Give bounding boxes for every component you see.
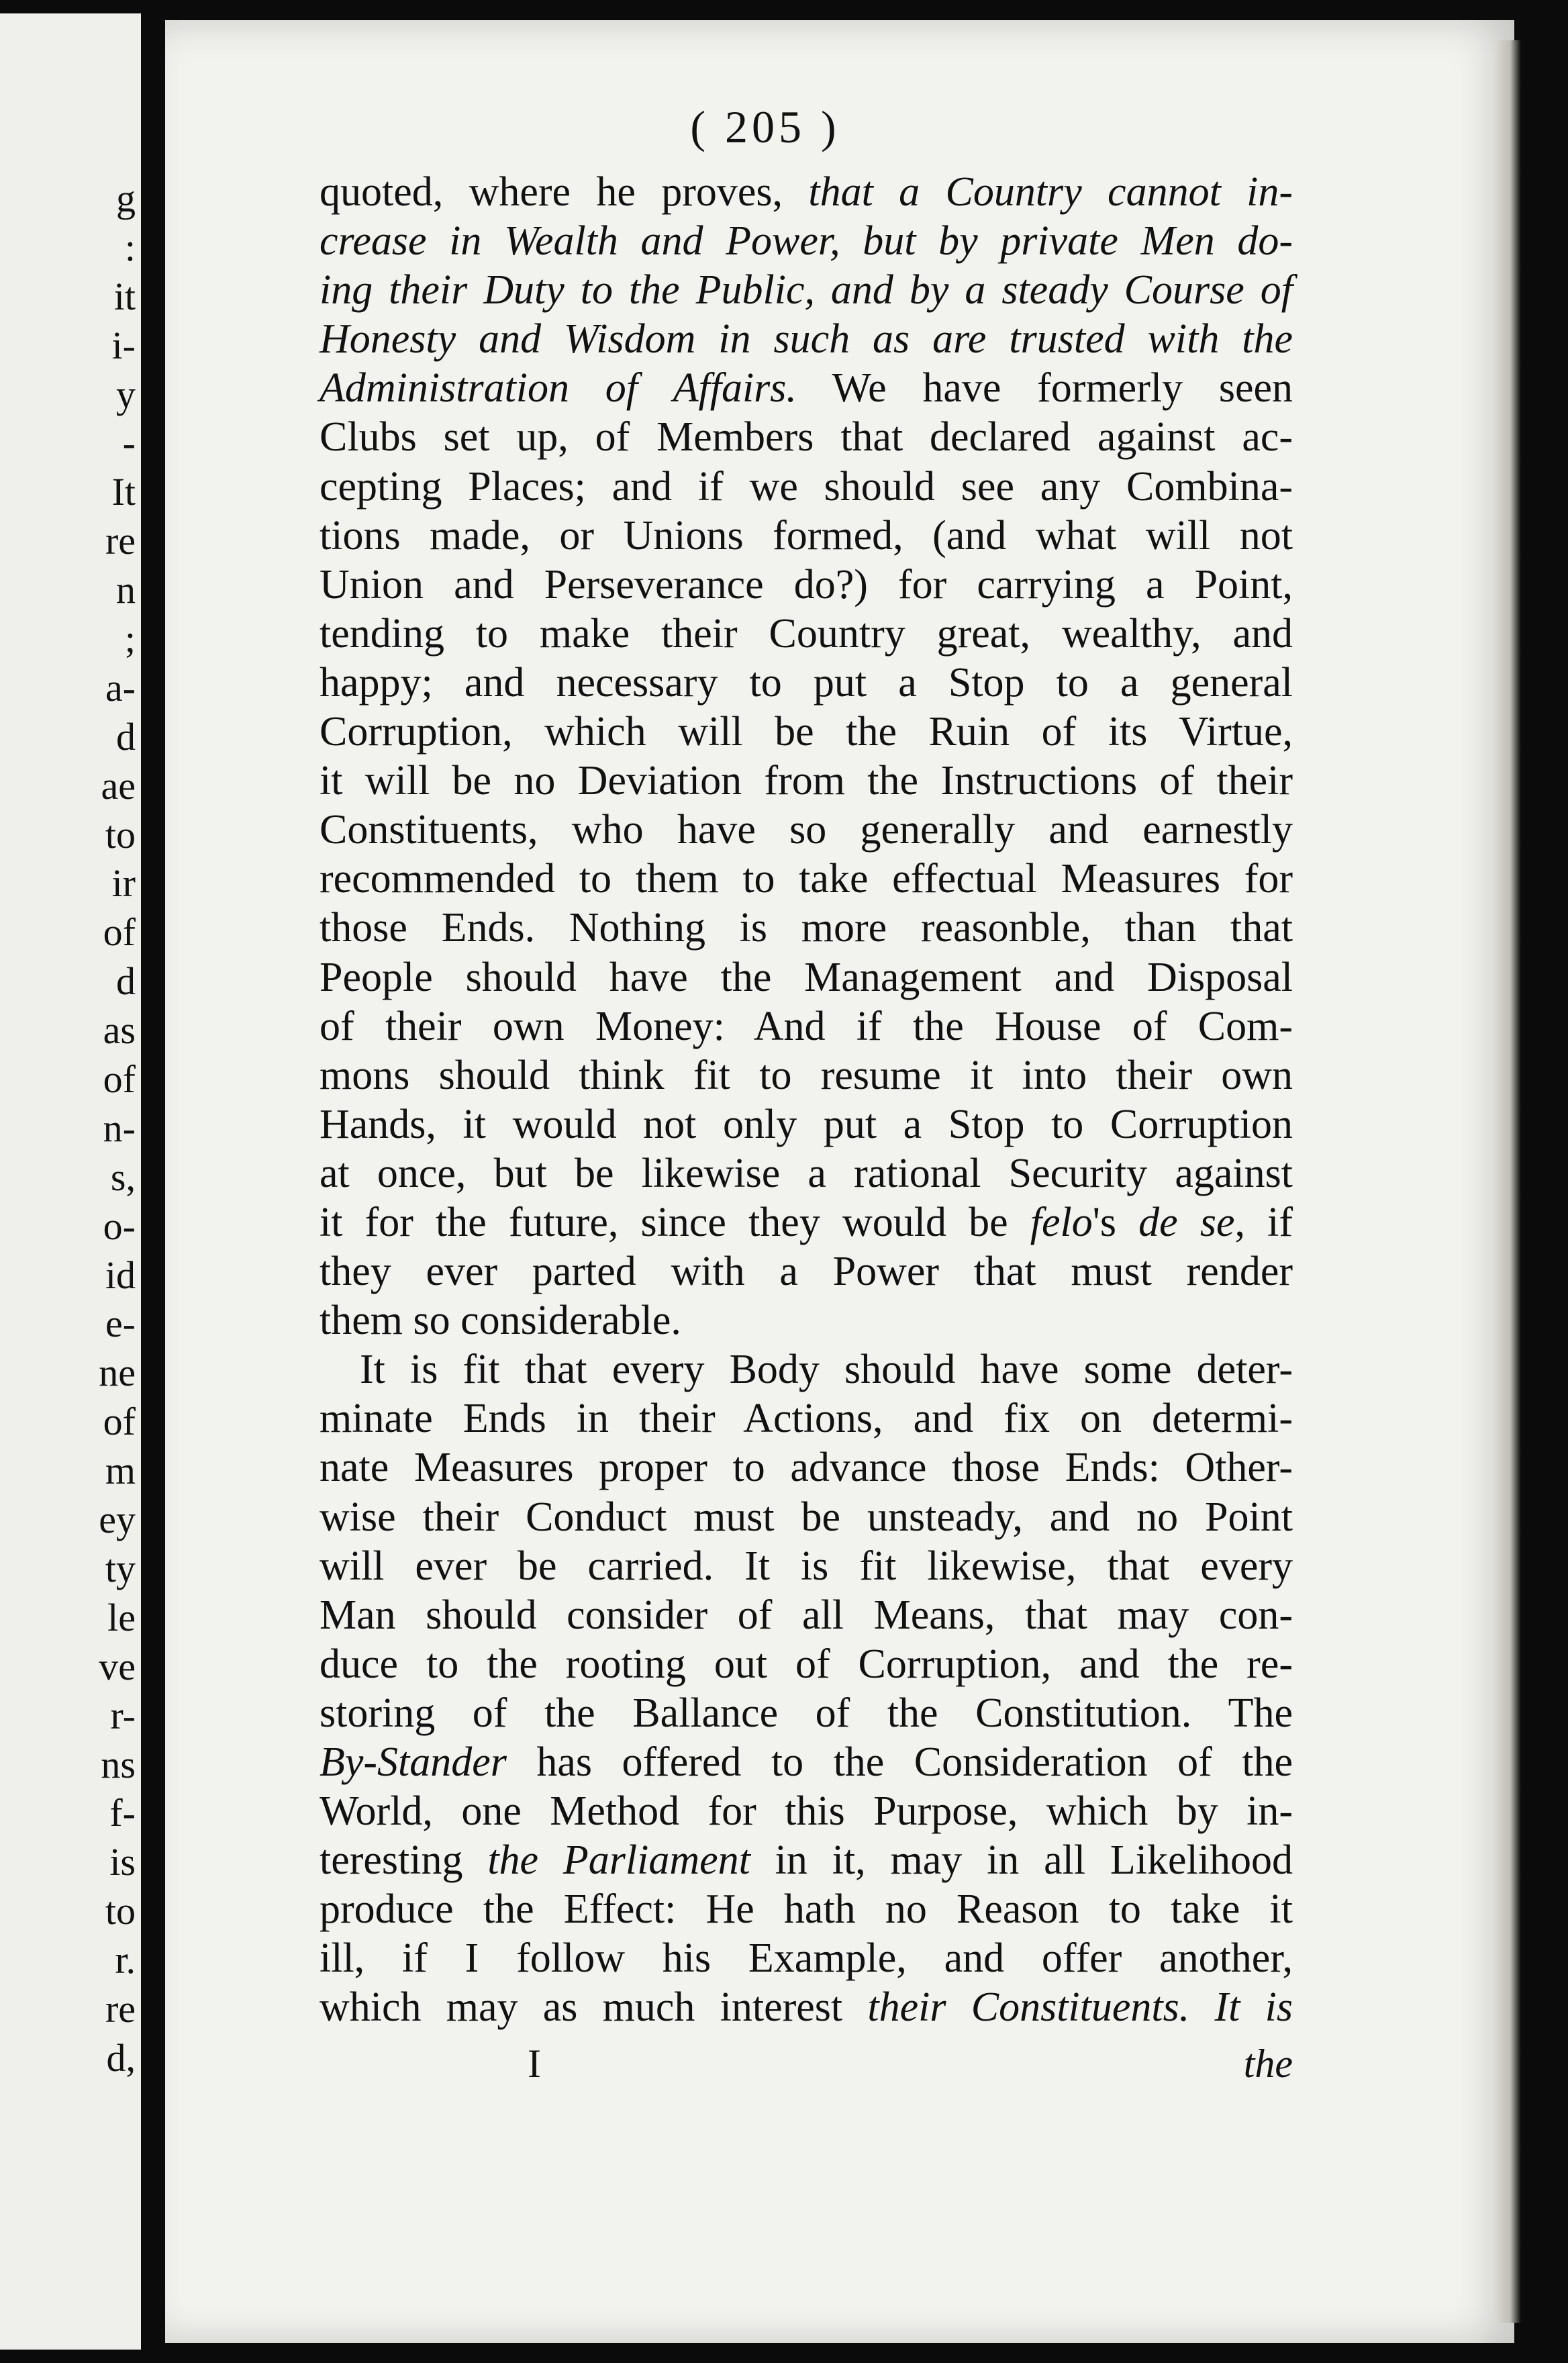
- left-fragment: it: [113, 274, 136, 318]
- text-segment: their Constituents.: [867, 1984, 1190, 2031]
- text-segment: de se: [1138, 1199, 1235, 1245]
- text-line: [320, 610, 1293, 659]
- left-fragment: g: [116, 177, 136, 220]
- text-line: [320, 1394, 1293, 1443]
- text-segment: Hands, it would not only put a Stop to Corruption: [320, 1101, 1293, 1147]
- text-line: [320, 413, 1293, 462]
- text-line: [320, 1885, 1293, 1934]
- left-fragment: d: [116, 959, 136, 1004]
- text-segment: Corruption, which will be the Ruin of its Virtue,: [320, 709, 1293, 755]
- left-page-edge: [0, 13, 141, 2350]
- text-segment: ill, if I follow his Example, and offer another,: [320, 1935, 1293, 1982]
- text-segment: By-Stander: [320, 1739, 507, 1785]
- left-fragment: ir: [111, 861, 136, 906]
- text-line: [320, 855, 1293, 904]
- left-page-text-fragments: [99, 175, 136, 2083]
- text-segment: of their own Money: And if the House of Com-: [320, 1003, 1293, 1049]
- text-segment: duce to the rooting out of Corruption, and the re-: [320, 1641, 1293, 1687]
- text-segment: mons should think fit to resume it into their own: [320, 1052, 1293, 1098]
- text-line: [320, 512, 1293, 561]
- left-fragment: n: [116, 568, 136, 612]
- text-line: [320, 1051, 1293, 1100]
- left-fragment: r.: [115, 1938, 136, 1982]
- signature-mark: I: [528, 2041, 541, 2086]
- text-segment: that a Country cannot in-: [808, 169, 1293, 215]
- left-fragment: ey: [99, 1498, 136, 1542]
- text-segment: which may as much interest: [320, 1984, 868, 2031]
- paragraph-1: [320, 168, 1293, 1345]
- left-fragment: of: [103, 1057, 136, 1102]
- text-segment: ing their Duty to the Public, and by a steady Course of: [320, 267, 1293, 314]
- left-fragment: :: [124, 225, 136, 269]
- text-line: [320, 1443, 1293, 1492]
- left-fragment: ty: [105, 1546, 136, 1590]
- text-segment: Man should consider of all Means, that may con-: [320, 1592, 1293, 1638]
- left-fragment: f-: [109, 1791, 136, 1835]
- page-footer: [320, 2041, 1293, 2094]
- text-segment: quoted, where he proves,: [320, 169, 809, 215]
- text-segment: Honesty and Wisdom in such as are trusted with the: [320, 316, 1293, 363]
- text-segment: recommended to them to take effectual Measures for: [320, 856, 1293, 902]
- left-fragment: id: [105, 1253, 136, 1297]
- text-line: [320, 561, 1293, 610]
- text-segment: Clubs set up, of Members that declared against ac-: [320, 414, 1293, 461]
- text-segment: World, one Method for this Purpose, which by in-: [320, 1788, 1293, 1835]
- left-fragment: re: [105, 519, 136, 563]
- text-line: [320, 806, 1293, 855]
- text-line: [320, 1787, 1293, 1836]
- left-fragment: ae: [101, 763, 136, 808]
- text-segment: has offered to the Consideration of the: [506, 1739, 1293, 1785]
- text-line: [320, 315, 1293, 364]
- left-fragment: ;: [124, 617, 136, 661]
- text-segment: , if: [1234, 1199, 1293, 1245]
- text-segment: at once, but be likewise a rational Security against: [320, 1150, 1293, 1196]
- text-segment: in it, may in all Likelihood: [750, 1837, 1293, 1884]
- catchword: the: [1243, 2041, 1293, 2086]
- text-line: [320, 1100, 1293, 1149]
- text-line: [320, 1345, 1293, 1394]
- text-segment: produce the Effect: He hath no Reason to take it: [320, 1886, 1293, 1933]
- text-segment: [1189, 1984, 1214, 2030]
- text-segment: minate Ends in their Actions, and fix on determi-: [320, 1396, 1293, 1442]
- text-line: [320, 1983, 1293, 2032]
- text-line: [320, 659, 1293, 708]
- text-segment: It is fit that every Body should have some deter-: [360, 1347, 1293, 1393]
- left-fragment: ns: [101, 1742, 136, 1786]
- text-line: [320, 1640, 1293, 1689]
- left-fragment: is: [109, 1840, 136, 1884]
- left-fragment: s,: [110, 1155, 136, 1199]
- text-segment: We have formerly seen: [796, 365, 1293, 412]
- left-fragment: of: [103, 910, 136, 955]
- text-segment: felo: [1030, 1199, 1093, 1245]
- left-fragment: a-: [105, 665, 136, 710]
- text-segment: crease in Wealth and Power, but by private Men do-: [320, 218, 1293, 264]
- text-line: [320, 904, 1293, 953]
- left-fragment: -: [122, 421, 136, 465]
- text-segment: will ever be carried. It is fit likewise, that every: [320, 1543, 1293, 1589]
- text-segment: Administration of Affairs.: [320, 365, 797, 412]
- text-segment: happy; and necessary to put a Stop to a general: [320, 659, 1293, 706]
- paragraph-2: [320, 1345, 1293, 2032]
- left-fragment: d: [116, 714, 136, 759]
- left-fragment: to: [105, 1889, 136, 1933]
- text-segment: tending to make their Country great, wealthy, and: [320, 610, 1293, 657]
- page-number: ( 205 ): [690, 101, 840, 152]
- text-line: [320, 1198, 1293, 1247]
- left-fragment: ve: [99, 1644, 136, 1688]
- left-fragment: It: [111, 470, 136, 514]
- left-fragment: y: [116, 372, 136, 416]
- left-fragment: of: [103, 1400, 136, 1444]
- text-segment: tions made, or Unions formed, (and what will not: [320, 512, 1293, 559]
- text-segment: those Ends. Nothing is more reasonble, than that: [320, 905, 1293, 951]
- text-line: [320, 1247, 1293, 1296]
- left-fragment: d,: [106, 2035, 136, 2080]
- text-line: [320, 953, 1293, 1002]
- left-fragment: r-: [110, 1693, 136, 1737]
- text-segment: It is: [1214, 1984, 1293, 2031]
- text-line: [320, 1542, 1293, 1591]
- text-segment: Union and Perseverance do?) for carrying a Point,: [320, 561, 1293, 608]
- text-segment: nate Measures proper to advance those Ends: Other-: [320, 1445, 1293, 1491]
- text-line: [320, 266, 1293, 315]
- text-line: [320, 217, 1293, 266]
- left-fragment: e-: [105, 1302, 136, 1346]
- text-line: [320, 708, 1293, 757]
- text-segment: it for the future, since they would be: [320, 1199, 1030, 1245]
- left-fragment: as: [103, 1008, 136, 1053]
- text-segment: teresting: [320, 1837, 488, 1884]
- text-line: [320, 1296, 1293, 1345]
- left-fragment: to: [105, 812, 136, 857]
- text-segment: cepting Places; and if we should see any Combina-: [320, 463, 1293, 510]
- text-line: [320, 1689, 1293, 1738]
- text-line: [320, 1002, 1293, 1051]
- left-fragment: o-: [103, 1204, 136, 1248]
- text-line: [320, 1591, 1293, 1640]
- page-edge-shadow: [1494, 40, 1521, 2323]
- text-line: [320, 168, 1293, 217]
- text-segment: 's: [1092, 1199, 1139, 1245]
- text-line: [320, 1934, 1293, 1983]
- left-fragment: re: [105, 1986, 136, 2031]
- text-segment: the Parliament: [487, 1837, 750, 1884]
- text-line: [320, 463, 1293, 512]
- left-fragment: le: [107, 1595, 136, 1639]
- text-line: [320, 757, 1293, 806]
- left-fragment: m: [105, 1449, 136, 1493]
- text-line: [320, 1836, 1293, 1885]
- text-segment: Constituents, who have so generally and earnestly: [320, 807, 1293, 853]
- text-segment: them so considerable.: [320, 1298, 681, 1344]
- text-line: [320, 1149, 1293, 1198]
- text-line: [320, 364, 1293, 413]
- text-segment: they ever parted with a Power that must render: [320, 1249, 1293, 1295]
- text-line: [320, 1738, 1293, 1787]
- body-text: [320, 168, 1293, 2033]
- text-segment: storing of the Ballance of the Constitution. The: [320, 1690, 1293, 1736]
- text-segment: it will be no Deviation from the Instructions of their: [320, 758, 1293, 804]
- left-fragment: n-: [103, 1106, 136, 1150]
- left-fragment: ne: [99, 1351, 136, 1395]
- text-segment: People should have the Management and Disposal: [320, 954, 1293, 1000]
- book-gutter: [141, 0, 165, 2363]
- text-line: [320, 1493, 1293, 1542]
- text-segment: wise their Conduct must be unsteady, and no Point: [320, 1494, 1293, 1540]
- left-fragment: i-: [111, 323, 136, 367]
